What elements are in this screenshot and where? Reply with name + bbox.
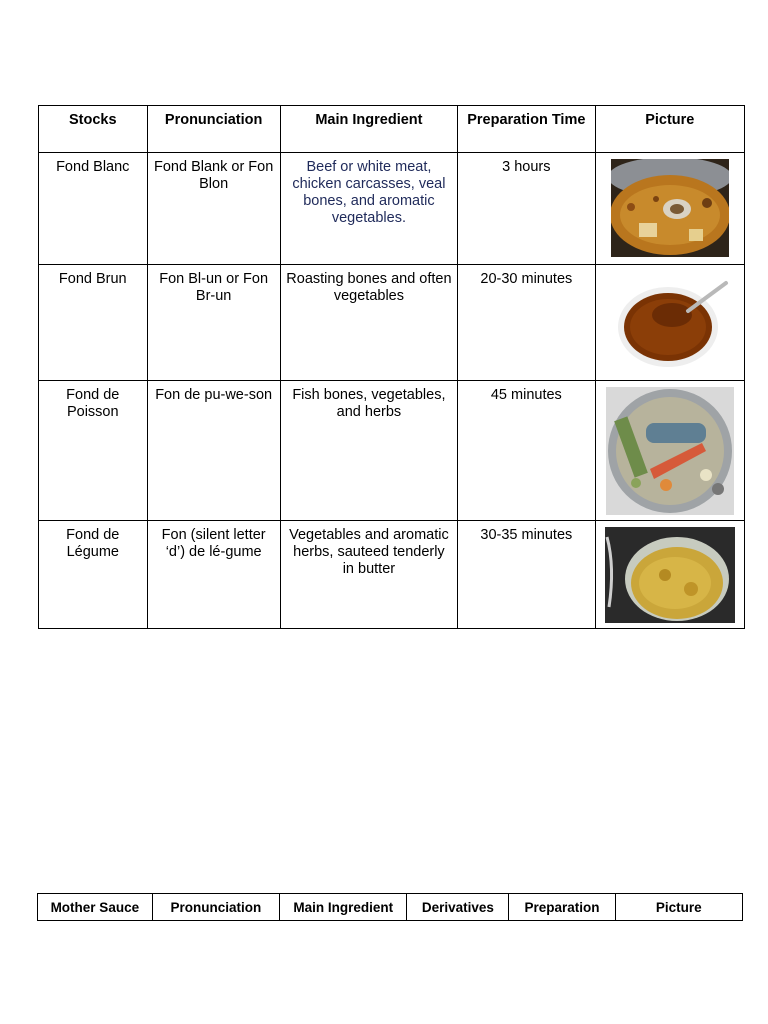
table-row <box>39 521 745 629</box>
mother-sauce-table <box>37 893 743 921</box>
header-pronunciation: Pronunciation <box>147 106 280 153</box>
header-picture: Picture <box>595 106 744 153</box>
stock-name: Fond de Poisson <box>39 381 148 521</box>
header-row <box>39 106 745 153</box>
table-row <box>39 265 745 381</box>
vegetable-stock-photo-icon <box>605 527 735 623</box>
white-stock-photo-icon <box>611 159 729 257</box>
stock-pronunciation: Fon de pu-we-son <box>147 381 280 521</box>
stock-picture-cell <box>595 153 744 265</box>
stock-time: 20-30 minutes <box>458 265 596 381</box>
stock-name: Fond Blanc <box>39 153 148 265</box>
table-row <box>39 153 745 265</box>
header-preparation-time: Preparation Time <box>458 106 596 153</box>
header-picture: Picture <box>615 894 742 921</box>
header-derivatives: Derivatives <box>407 894 509 921</box>
header-main-ingredient: Main Ingredient <box>280 106 457 153</box>
stock-time: 30-35 minutes <box>458 521 596 629</box>
header-stocks: Stocks <box>39 106 148 153</box>
header-mother-sauce: Mother Sauce <box>38 894 153 921</box>
stock-ingredient: Roasting bones and often vegetables <box>280 265 457 381</box>
fish-stock-photo-icon <box>606 387 734 515</box>
header-pronunciation: Pronunciation <box>152 894 279 921</box>
stock-picture-cell <box>595 381 744 521</box>
stock-time: 3 hours <box>458 153 596 265</box>
stock-pronunciation: Fond Blank or Fon Blon <box>147 153 280 265</box>
stock-name: Fond de Légume <box>39 521 148 629</box>
brown-stock-photo-icon <box>608 271 732 375</box>
stock-time: 45 minutes <box>458 381 596 521</box>
stock-pronunciation: Fon Bl-un or Fon Br-un <box>147 265 280 381</box>
stock-name: Fond Brun <box>39 265 148 381</box>
stocks-table <box>38 105 745 629</box>
header-main-ingredient: Main Ingredient <box>280 894 407 921</box>
stock-ingredient: Vegetables and aromatic herbs, sauteed tenderly in butter <box>280 521 457 629</box>
stock-picture-cell <box>595 265 744 381</box>
stock-pronunciation: Fon (silent letter ‘d’) de lé-gume <box>147 521 280 629</box>
header-preparation: Preparation <box>509 894 615 921</box>
table-row <box>39 381 745 521</box>
stock-ingredient: Beef or white meat, chicken carcasses, veal bones, and aromatic vegetables. <box>280 153 457 265</box>
stock-picture-cell <box>595 521 744 629</box>
stock-ingredient: Fish bones, vegetables, and herbs <box>280 381 457 521</box>
header-row <box>38 894 743 921</box>
